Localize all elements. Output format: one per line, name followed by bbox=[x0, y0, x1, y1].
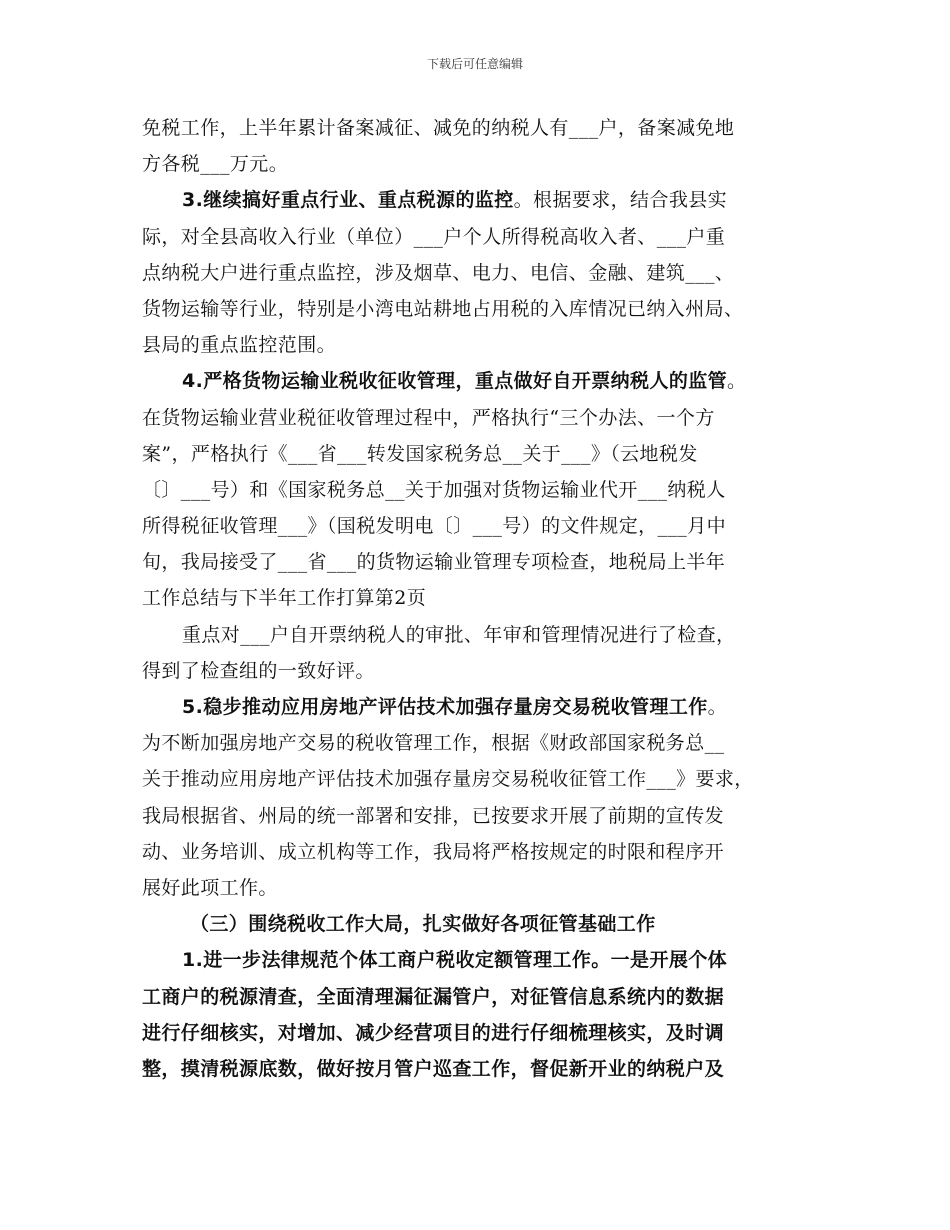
document-body bbox=[142, 110, 812, 1087]
text-line bbox=[142, 906, 812, 942]
text-line bbox=[142, 617, 812, 653]
bold-text: 1.进一步法律规范个体工商户税收定额管理工作。一是开展个体 bbox=[182, 949, 728, 972]
body-text: 关于推动应用房地产评估技术加强存量房交易税收征管工作___》要求， bbox=[142, 768, 754, 791]
bold-text: 工商户的税源清查，全面清理漏征漏管户，对征管信息系统内的数据 bbox=[142, 985, 725, 1008]
text-line bbox=[142, 689, 812, 725]
text-line bbox=[142, 508, 812, 544]
body-text: 得到了检查组的一致好评。 bbox=[142, 659, 375, 682]
text-line bbox=[142, 400, 812, 436]
text-line bbox=[142, 1051, 812, 1087]
text-line bbox=[142, 110, 812, 146]
body-text: 。根据要求，结合我县实 bbox=[513, 189, 728, 212]
body-text: 所得税征收管理___》（国税发明电〔〕___号）的文件规定，___月中 bbox=[142, 515, 727, 538]
body-text: 县局的重点监控范围。 bbox=[142, 334, 337, 357]
body-text: 我局根据省、州局的统一部署和安排，已按要求开展了前期的宣传发 bbox=[142, 804, 725, 827]
body-text: 。 bbox=[727, 370, 747, 393]
body-text: 展好此项工作。 bbox=[142, 876, 278, 899]
text-line bbox=[142, 979, 812, 1015]
text-line bbox=[142, 436, 812, 472]
text-line bbox=[142, 580, 812, 616]
text-line bbox=[142, 725, 812, 761]
page-header: 下载后可任意编辑 bbox=[426, 57, 523, 71]
text-line bbox=[142, 1015, 812, 1051]
body-text: 〔〕___号）和《国家税务总__关于加强对货物运输业代开___纳税人 bbox=[142, 478, 726, 501]
bold-text: 4.严格货物运输业税收征收管理，重点做好自开票纳税人的监管 bbox=[182, 370, 728, 393]
body-text: 免税工作，上半年累计备案减征、减免的纳税人有___户，备案减免地 bbox=[142, 117, 735, 139]
bold-text: 5.稳步推动应用房地产评估技术加强存量房交易税收管理工作 bbox=[182, 696, 708, 718]
body-text: 际，对全县高收入行业（单位）___户个人所得税高收入者、___户重 bbox=[142, 225, 726, 248]
text-line bbox=[142, 291, 812, 327]
text-line bbox=[142, 942, 812, 978]
body-text: 方各税___万元。 bbox=[142, 153, 289, 176]
bold-text: 整，摸清税源底数，做好按月管户巡查工作，督促新开业的纳税户及 bbox=[142, 1057, 725, 1080]
bold-text: 进行仔细核实，对增加、减少经营项目的进行仔细梳理核实，及时调 bbox=[142, 1021, 725, 1044]
text-line bbox=[142, 182, 812, 218]
body-text: 货物运输等行业，特别是小湾电站耕地占用税的入库情况已纳入州局、 bbox=[142, 297, 744, 320]
text-line bbox=[142, 327, 812, 363]
body-text: 。 bbox=[707, 696, 728, 718]
text-line bbox=[142, 363, 812, 399]
body-text: 旬，我局接受了___省___的货物运输业管理专项检查，地税局上半年 bbox=[142, 551, 726, 574]
text-line bbox=[142, 544, 812, 580]
bold-text: 3.继续搞好重点行业、重点税源的监控 bbox=[182, 189, 514, 212]
text-line bbox=[142, 870, 812, 906]
body-text: 重点对___户自开票纳税人的审批、年审和管理情况进行了检查， bbox=[182, 623, 736, 646]
body-text: 点纳税大户进行重点监控，涉及烟草、电力、电信、金融、建筑___、 bbox=[142, 261, 735, 284]
body-text: 在货物运输业营业税征收管理过程中，严格执行“三个办法、一个方 bbox=[142, 406, 715, 429]
text-line bbox=[142, 472, 812, 508]
text-line bbox=[142, 146, 812, 182]
body-text: 为不断加强房地产交易的税收管理工作，根据《财政部国家税务总__ bbox=[142, 732, 725, 755]
text-line bbox=[142, 653, 812, 689]
text-line bbox=[142, 255, 812, 291]
body-text: 案”，严格执行《___省___转发国家税务总__关于___》（云地税发 bbox=[142, 442, 698, 465]
text-line bbox=[142, 834, 812, 870]
text-line bbox=[142, 219, 812, 255]
text-line bbox=[142, 761, 812, 797]
body-text: 工作总结与下半年工作打算第2页 bbox=[142, 587, 427, 610]
bold-text: （三）围绕税收工作大局，扎实做好各项征管基础工作 bbox=[190, 913, 656, 936]
text-line bbox=[142, 798, 812, 834]
body-text: 动、业务培训、成立机构等工作，我局将严格按规定的时限和程序开 bbox=[142, 840, 725, 863]
